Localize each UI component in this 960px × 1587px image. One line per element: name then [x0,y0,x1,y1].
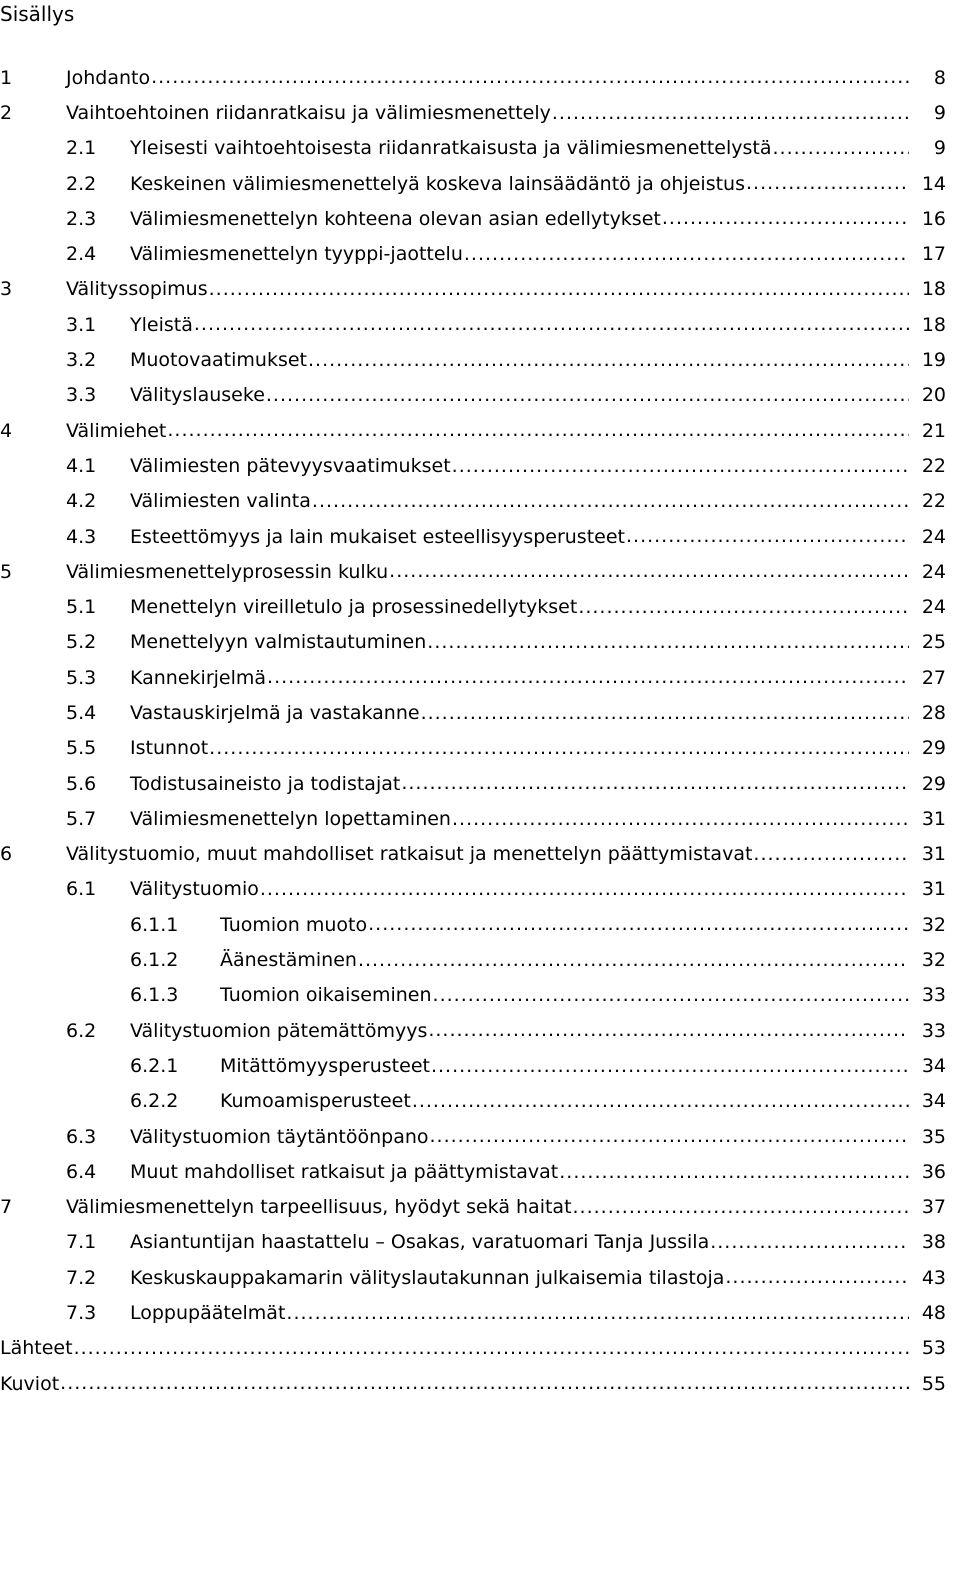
toc-entry-page-number: 18 [921,313,946,336]
toc-entry-number: 5.5 [66,737,97,760]
toc-entry[interactable] [0,695,960,730]
dot-leader [725,1265,909,1290]
toc-entry-number: 3.1 [66,313,97,336]
toc-entry-number: 5.2 [66,631,97,654]
toc-entry-page-number: 31 [921,843,946,866]
toc-entry-number: 1 [0,66,13,89]
toc-entry-title: Välimiesmenettelyprosessin kulku [66,560,389,583]
toc-entry-title: Välitystuomio [130,878,259,901]
toc-entry-page-number: 28 [921,701,946,724]
toc-entry-number: 6 [0,843,13,866]
toc-entry-page-number: 24 [921,525,946,548]
toc-entry[interactable] [0,519,960,554]
toc-entry-number: 2 [0,101,13,124]
dot-leader [746,171,909,196]
toc-entry[interactable] [0,1331,960,1366]
toc-entry-number: 6.2.1 [130,1054,179,1077]
dot-leader [266,383,909,408]
toc-entry-number: 7.2 [66,1266,97,1289]
toc-entry-number: 3.3 [66,384,97,407]
toc-entry-title: Muotovaatimukset [130,349,307,372]
toc-entry-number: 3 [0,278,13,301]
toc-entry-page-number: 36 [921,1160,946,1183]
dot-leader [452,454,909,479]
toc-entry-title: Välitystuomion pätemättömyys [130,1019,428,1042]
toc-entry-title: Menettelyyn valmistautuminen [130,631,427,654]
toc-entry-number: 6.1.2 [130,949,179,972]
toc-entry-number: 6.3 [66,1125,97,1148]
dot-leader [427,630,909,655]
toc-entry-title: Vastauskirjelmä ja vastakanne [130,701,420,724]
toc-entry-page-number: 35 [921,1125,946,1148]
toc-entry-number: 5.7 [66,807,97,830]
toc-entry-title: Lähteet [0,1337,73,1360]
toc-entry-number: 3.2 [66,349,97,372]
dot-leader [74,1336,909,1361]
toc-entry[interactable] [0,1190,960,1225]
dot-leader [312,489,909,514]
toc-entry-title: Kannekirjelmä [130,666,267,689]
toc-entry-number: 5.1 [66,596,97,619]
toc-entry-page-number: 8 [933,66,946,89]
dot-leader [389,559,909,584]
toc-heading: Sisällys [0,2,75,26]
toc-entry-number: 4.3 [66,525,97,548]
toc-entry-title: Välimiesten valinta [130,490,311,513]
toc-entry[interactable] [0,60,960,95]
toc-entry[interactable] [0,1048,960,1083]
dot-leader [753,842,909,867]
dot-leader [431,1054,909,1079]
toc-entry-page-number: 24 [921,560,946,583]
dot-leader [368,912,909,937]
toc-entry[interactable] [0,131,960,166]
toc-entry-page-number: 37 [921,1196,946,1219]
dot-leader [267,665,909,690]
toc-entry-number: 6.1 [66,878,97,901]
toc-entry-title: Välimiehet [66,419,167,442]
toc-entry-title: Yleistä [130,313,193,336]
dot-leader [578,595,909,620]
toc-entry[interactable] [0,554,960,589]
toc-entry[interactable] [0,1225,960,1260]
dot-leader [209,277,909,302]
toc-entry[interactable] [0,589,960,624]
toc-entry-number: 6.1.3 [130,984,179,1007]
toc-entry[interactable] [0,766,960,801]
dot-leader [194,312,909,337]
toc-entry-title: Loppupäätelmät [130,1302,286,1325]
toc-entry-title: Välimiesmenettelyn tyyppi-jaottelu [130,243,463,266]
toc-entry-number: 2.2 [66,172,97,195]
toc-entry-page-number: 17 [921,243,946,266]
toc-entry-number: 2.3 [66,207,97,230]
toc-entry-number: 6.2 [66,1019,97,1042]
dot-leader [401,771,909,796]
dot-leader [430,1124,909,1149]
toc-entry-page-number: 33 [921,1019,946,1042]
toc-entry-title: Välitystuomion täytäntöönpano [130,1125,429,1148]
toc-entry-page-number: 34 [921,1090,946,1113]
toc-entry[interactable] [0,236,960,271]
toc-entry-number: 4.2 [66,490,97,513]
toc-entry[interactable] [0,1295,960,1330]
dot-leader [428,1018,909,1043]
toc-entry[interactable] [0,166,960,201]
dot-leader [209,736,909,761]
toc-entry[interactable] [0,837,960,872]
dot-leader [358,948,909,973]
toc-entry-title: Menettelyn vireilletulo ja prosessinedellytykset [130,596,578,619]
toc-entry-title: Yleisesti vaihtoehtoisesta riidanratkaisusta ja välimiesmenettelystä [130,137,772,160]
toc-entry[interactable] [0,625,960,660]
toc-entry-page-number: 34 [921,1054,946,1077]
toc-entry-page-number: 48 [921,1302,946,1325]
toc-entry-page-number: 25 [921,631,946,654]
toc-entry[interactable] [0,907,960,942]
toc-entry-number: 6.4 [66,1160,97,1183]
toc-entry-title: Välityslauseke [130,384,265,407]
toc-entry-title: Välityssopimus [66,278,208,301]
toc-entry[interactable] [0,1013,960,1048]
toc-entry[interactable] [0,413,960,448]
toc-entry-number: 7.3 [66,1302,97,1325]
dot-leader [433,983,909,1008]
toc-entry-page-number: 29 [921,772,946,795]
toc-entry[interactable] [0,201,960,236]
toc-entry-page-number: 22 [921,454,946,477]
toc-entry[interactable] [0,1119,960,1154]
toc-entry-page-number: 32 [921,949,946,972]
toc-entry[interactable] [0,1366,960,1401]
toc-entry-page-number: 22 [921,490,946,513]
toc-entry-page-number: 9 [933,137,946,160]
toc-entry[interactable] [0,378,960,413]
toc-entry-title: Kumoamisperusteet [220,1090,411,1113]
toc-entry-title: Välimiesmenettelyn lopettaminen [130,807,451,830]
toc-entry-number: 5 [0,560,13,583]
toc-entry-page-number: 31 [921,807,946,830]
toc-entry-page-number: 55 [921,1372,946,1395]
toc-entry[interactable] [0,731,960,766]
dot-leader [452,807,909,832]
toc-entry-page-number: 14 [921,172,946,195]
toc-entry-page-number: 33 [921,984,946,1007]
dot-leader [412,1089,909,1114]
toc-entry-page-number: 9 [933,101,946,124]
toc-entry[interactable] [0,484,960,519]
toc-entry-page-number: 20 [921,384,946,407]
table-of-contents [0,60,960,1401]
toc-entry-title: Johdanto [66,66,151,89]
toc-entry-page-number: 24 [921,596,946,619]
toc-entry[interactable] [0,272,960,307]
dot-leader [308,348,909,373]
toc-entry-number: 5.4 [66,701,97,724]
dot-leader [421,701,909,726]
toc-entry-page-number: 19 [921,349,946,372]
toc-entry-page-number: 53 [921,1337,946,1360]
toc-entry-title: Tuomion oikaiseminen [220,984,432,1007]
toc-entry-title: Muut mahdolliset ratkaisut ja päättymistavat [130,1160,559,1183]
toc-entry[interactable] [0,307,960,342]
toc-entry-title: Mitättömyysperusteet [220,1054,430,1077]
toc-entry-title: Todistusaineisto ja todistajat [130,772,401,795]
toc-entry-title: Äänestäminen [220,949,357,972]
toc-entry-page-number: 31 [921,878,946,901]
toc-entry[interactable] [0,660,960,695]
toc-entry[interactable] [0,942,960,977]
toc-entry-number: 7 [0,1196,13,1219]
toc-entry-page-number: 21 [921,419,946,442]
toc-entry-title: Esteettömyys ja lain mukaiset esteellisyysperusteet [130,525,625,548]
toc-entry-number: 2.4 [66,243,97,266]
toc-entry-title: Välitystuomio, muut mahdolliset ratkaisut ja menettelyn päättymistavat [66,843,753,866]
toc-entry-title: Tuomion muoto [220,913,368,936]
dot-leader [552,101,909,126]
dot-leader [626,524,909,549]
dot-leader [60,1371,909,1396]
toc-entry-page-number: 27 [921,666,946,689]
dot-leader [710,1230,909,1255]
toc-entry-number: 7.1 [66,1231,97,1254]
toc-entry-title: Kuviot [0,1372,60,1395]
toc-entry-number: 6.1.1 [130,913,179,936]
dot-leader [151,65,909,90]
dot-leader [559,1160,909,1185]
toc-entry-title: Vaihtoehtoinen riidanratkaisu ja välimiesmenettely [66,101,551,124]
toc-entry-page-number: 38 [921,1231,946,1254]
toc-entry-number: 4 [0,419,13,442]
toc-entry-number: 5.3 [66,666,97,689]
toc-entry[interactable] [0,801,960,836]
toc-entry-number: 4.1 [66,454,97,477]
toc-entry[interactable] [0,1084,960,1119]
toc-entry-page-number: 16 [921,207,946,230]
toc-entry-number: 5.6 [66,772,97,795]
toc-entry[interactable] [0,978,960,1013]
toc-entry-title: Istunnot [130,737,209,760]
toc-entry-title: Välimiesmenettelyn kohteena olevan asian edellytykset [130,207,661,230]
toc-entry-number: 6.2.2 [130,1090,179,1113]
toc-entry-number: 2.1 [66,137,97,160]
dot-leader [662,206,909,231]
dot-leader [464,242,909,267]
toc-entry-page-number: 18 [921,278,946,301]
dot-leader [573,1195,909,1220]
toc-entry-title: Välimiesten pätevyysvaatimukset [130,454,451,477]
toc-entry[interactable] [0,1154,960,1189]
toc-entry[interactable] [0,342,960,377]
toc-entry[interactable] [0,872,960,907]
toc-entry[interactable] [0,1260,960,1295]
dot-leader [286,1301,909,1326]
toc-entry-page-number: 32 [921,913,946,936]
toc-entry-page-number: 29 [921,737,946,760]
toc-entry-title: Keskuskauppakamarin välityslautakunnan julkaisemia tilastoja [130,1266,725,1289]
dot-leader [167,418,909,443]
toc-entry[interactable] [0,448,960,483]
toc-entry-title: Asiantuntijan haastattelu – Osakas, varatuomari Tanja Jussila [130,1231,710,1254]
dot-leader [260,877,909,902]
toc-entry[interactable] [0,95,960,130]
toc-entry-title: Välimiesmenettelyn tarpeellisuus, hyödyt sekä haitat [66,1196,572,1219]
toc-entry-page-number: 43 [921,1266,946,1289]
toc-entry-title: Keskeinen välimiesmenettelyä koskeva lainsäädäntö ja ohjeistus [130,172,745,195]
dot-leader [773,136,910,161]
